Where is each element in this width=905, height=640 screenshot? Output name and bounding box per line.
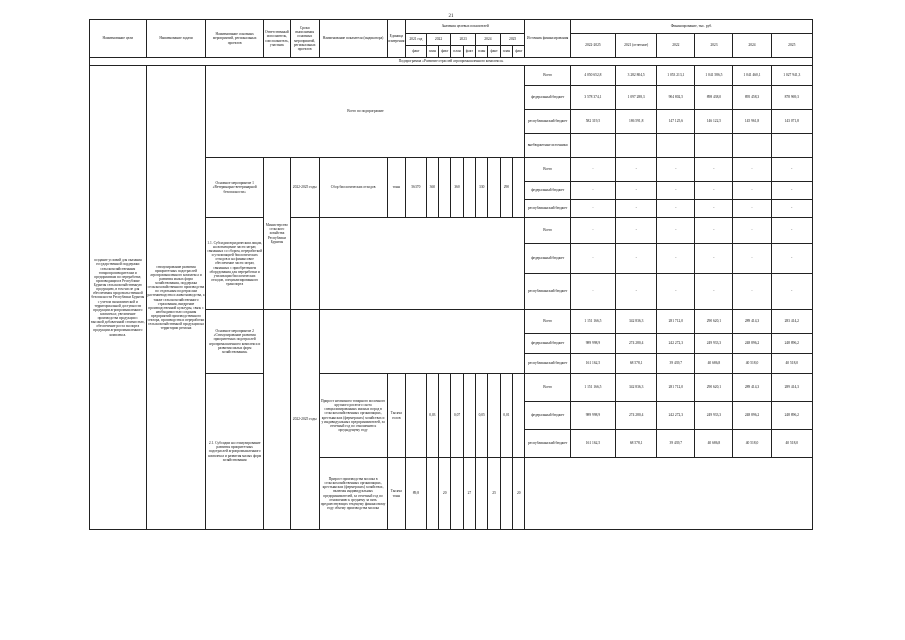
indicator-value: 360	[451, 158, 463, 218]
fin-value: -	[771, 244, 812, 274]
header-2025: 2025	[500, 34, 525, 46]
fin-value: -	[733, 200, 771, 218]
measure1-deadline: 2022-2025 годы	[290, 158, 319, 218]
indicator-value	[463, 374, 475, 458]
indicator-value: 20	[513, 458, 525, 530]
fin-value: -	[695, 200, 733, 218]
fin-value: -	[771, 182, 812, 200]
fin-value: 68 578,1	[616, 354, 657, 374]
header-measures: Наименование основных мероприятий, региональных проектов	[206, 20, 264, 58]
indicator-value	[451, 458, 463, 530]
fin-value: 283 414,2	[771, 310, 812, 334]
source-total: Всего	[525, 158, 570, 182]
header-responsible: Ответственный исполнитель, соисполнитель, участник	[264, 20, 291, 58]
total-label: Всего по подпрограмме	[206, 66, 525, 158]
fin-value: 249 933,3	[695, 402, 733, 430]
fin-value: -	[570, 182, 615, 200]
fin-value: -	[616, 274, 657, 310]
source-federal: федеральный бюджет	[525, 244, 570, 274]
fin-value: 242 272,3	[657, 334, 695, 354]
empty-cell	[319, 310, 525, 374]
page-number: 21	[448, 14, 454, 19]
measure21-unit-b: Тысяча тонн	[387, 458, 406, 530]
header-plan-2025: план	[500, 46, 512, 58]
indicator-value: 330	[476, 158, 488, 218]
header-source: Источник финансирования	[525, 20, 570, 58]
fin-value: -	[733, 158, 771, 182]
source-federal: федеральный бюджет	[525, 402, 570, 430]
fin-value: 145 961,8	[733, 110, 771, 134]
fin-value: 39 439,7	[657, 430, 695, 458]
fin-value: 989 998,9	[570, 334, 615, 354]
header-plan-2024: план	[476, 46, 488, 58]
document-page	[89, 14, 813, 514]
subprogram-title: Подпрограмма «Развитие отраслей агропромышленного комплекса»	[90, 58, 813, 66]
fin-value: 3 282 804,5	[616, 66, 657, 86]
fin-value: 281 712,0	[657, 310, 695, 334]
header-base-year: 2021 год	[406, 34, 427, 46]
indicator-value: 0,07	[451, 374, 463, 458]
header-task: Наименование задачи	[146, 20, 206, 58]
measure21-indicator-b: Прирост производства молока в сельскохозяйственных организациях, крестьянских (фермерских) хозяйствах, включая индивидуальных предпринимателей, за отчетный год по отношению к среднему за пять предшествующих текущему финансовому году объему производства молока	[319, 458, 387, 530]
header-plan-2023: план	[451, 46, 463, 58]
fin-value: 274 280,4	[616, 334, 657, 354]
header-fact-2024: факт	[488, 46, 500, 58]
header-fact-2025: факт	[513, 46, 525, 58]
fin-value: 289 414,3	[733, 374, 771, 402]
fin-value: -	[657, 182, 695, 200]
fin-value: 248 896,2	[771, 402, 812, 430]
fin-value: -	[695, 158, 733, 182]
fin-value: 40 518,0	[771, 430, 812, 458]
fin-value: 289 414,3	[733, 310, 771, 334]
fin-value: -	[616, 158, 657, 182]
fin-value: 249 933,3	[695, 334, 733, 354]
header-indicator: Наименование показателя (индикатора)	[319, 20, 387, 58]
empty-cell	[525, 458, 813, 530]
indicator-value: 290	[500, 158, 512, 218]
source-federal: федеральный бюджет	[525, 334, 570, 354]
fin-value: 1 097 288,3	[616, 86, 657, 110]
fin-value: -	[733, 244, 771, 274]
fin-value: -	[657, 274, 695, 310]
fin-value	[733, 134, 771, 158]
goal-text: создание условий для оказания государственной поддержки сельскохозяйственным товаропроизводителям и предприятиям по переработке, производящим в Республике Бурятия сельскохозяйственную продукцию, в том числе для обеспечения продовольственной безопасности Республики Бурятия с учетом экономической и территориальной доступности продукции агропромышленного комплекса; увеличение производства продукции с высокой добавленной стоимостью, обеспечение роста экспорта продукции агропромышленного комплекса.	[90, 66, 147, 530]
header-2024: 2024	[476, 34, 501, 46]
indicator-value	[406, 374, 427, 458]
fin-value: 40 518,0	[733, 354, 771, 374]
fin-value: -	[695, 182, 733, 200]
fin-value: 281 712,0	[657, 374, 695, 402]
fin-value: 290 620,1	[695, 310, 733, 334]
fin-value: -	[657, 244, 695, 274]
fin-value: -	[733, 182, 771, 200]
fin-value: -	[657, 200, 695, 218]
measure2-name: Основное мероприятие 2 «Стимулирование развития приоритетных подотраслей агропромышленного комплекса и развития малых форм хозяйствования»	[206, 310, 264, 374]
fin-value: -	[771, 158, 812, 182]
header-fin-2022: 2022	[657, 34, 695, 58]
fin-value: -	[616, 182, 657, 200]
fin-value	[771, 134, 812, 158]
source-total: Всего	[525, 310, 570, 334]
measure1-name: Основное мероприятие 1 «Ветеринарно-ветеринарной безопасности»	[206, 158, 264, 218]
fin-value: 146 122,5	[695, 110, 733, 134]
fin-value	[695, 134, 733, 158]
fin-value: -	[771, 200, 812, 218]
header-fin-2021: 2021 (отчетное)	[616, 34, 657, 58]
header-row-1	[90, 20, 813, 34]
fin-value: -	[657, 218, 695, 244]
header-fin-2023: 2023	[695, 34, 733, 58]
source-republic: республиканский бюджет	[525, 354, 570, 374]
indicator-value: 0,05	[476, 374, 488, 458]
header-fin-total: 2022-2025	[570, 34, 615, 58]
fin-value: 290 620,1	[695, 374, 733, 402]
source-total: Всего	[525, 66, 570, 86]
header-fin-2025: 2025	[771, 34, 812, 58]
source-extra: внебюджетные источники	[525, 134, 570, 158]
fin-value: 68 578,1	[616, 430, 657, 458]
task-text: стимулирование развития приоритетных подотраслей агропромышленного комплекса и развития малых форм хозяйствования, поддержка сельскохозяйственного производства по отдельным подотраслям растениеводства и животноводства, а также сельскохозяйственного страхования, внедрение производственной культуры, связь с необходимостью создания предприятий производственного сектора, производства и переработки сельскохозяйственной продукции на территории региона	[146, 66, 206, 530]
indicator-value	[500, 458, 512, 530]
fin-value	[657, 134, 695, 158]
measure1-unit: тонн	[387, 158, 406, 218]
fin-value: 274 280,4	[616, 402, 657, 430]
indicator-value	[513, 374, 525, 458]
fin-value: 1 041 460,1	[733, 66, 771, 86]
sub-total-row	[90, 66, 813, 86]
header-fin-2024: 2024	[733, 34, 771, 58]
indicator-value: 56370	[406, 158, 427, 218]
indicator-value: 20	[439, 458, 451, 530]
header-fact-2023: факт	[463, 46, 475, 58]
source-federal: федеральный бюджет	[525, 86, 570, 110]
measure11-name: 1.1. Субсидии юридическим лицам, на возмещение части затрат, связанных со сбором, переработкой и утилизацией биологических отходов и на финансовое обеспечение части затрат, связанных с приобретением оборудования для переработки и утилизации биологических отходов, специализированного транспорта	[206, 218, 264, 310]
header-indicator-values: Значения целевых показателей	[406, 20, 525, 34]
fin-value: 342 836,3	[616, 310, 657, 334]
indicator-value	[439, 158, 451, 218]
measure2-deadline: 2022-2025 годы	[290, 310, 319, 530]
indicator-value	[439, 374, 451, 458]
source-republic: республиканский бюджет	[525, 430, 570, 458]
fin-value: 248 896,2	[771, 334, 812, 354]
fin-value: 582 319,5	[570, 110, 615, 134]
fin-value: 289 414,3	[771, 374, 812, 402]
fin-value: -	[771, 218, 812, 244]
indicator-value: 0,01	[500, 374, 512, 458]
fin-value: 39 439,7	[657, 354, 695, 374]
fin-value: 161 162,5	[570, 354, 615, 374]
header-fact-2022: факт	[439, 46, 451, 58]
fin-value: 248 896,2	[733, 334, 771, 354]
source-federal: федеральный бюджет	[525, 182, 570, 200]
fin-value: 342 836,3	[616, 374, 657, 402]
indicator-value: 89,8	[406, 458, 427, 530]
measure21-unit-a: Тысяча голов	[387, 374, 406, 458]
header-2022: 2022	[426, 34, 451, 46]
source-republic: республиканский бюджет	[525, 274, 570, 310]
fin-value: -	[570, 200, 615, 218]
indicator-value: 27	[463, 458, 475, 530]
source-total: Всего	[525, 218, 570, 244]
indicator-value: 360	[426, 158, 438, 218]
fin-value: 147 125,6	[657, 110, 695, 134]
empty-cell	[319, 218, 525, 310]
program-table	[89, 19, 813, 530]
header-deadline: Сроки выполнения основных мероприятий, региональных проектов	[290, 20, 319, 58]
fin-value: -	[695, 244, 733, 274]
header-goal: Наименование цели	[90, 20, 147, 58]
fin-value: -	[695, 274, 733, 310]
subprogram-title-row	[90, 58, 813, 66]
measure1-indicator: Сбор биологических отходов	[319, 158, 387, 218]
indicator-value	[476, 458, 488, 530]
fin-value: -	[570, 244, 615, 274]
indicator-value: 0,03	[426, 374, 438, 458]
fin-value	[616, 134, 657, 158]
fin-value: 898 438,0	[695, 86, 733, 110]
fin-value: -	[616, 200, 657, 218]
header-plan-2022: план	[426, 46, 438, 58]
fin-value: 1 053 213,1	[657, 66, 695, 86]
measure1-responsible: Министерство сельского хозяйства Республики Бурятия	[264, 158, 291, 310]
header-fact-2021: факт	[406, 46, 427, 58]
fin-value: -	[570, 218, 615, 244]
fin-value: -	[570, 158, 615, 182]
measure21-indicator-a: Прирост несвязного товарного молочного крупного рогатого скота специализированных мясных пород в сельскохозяйственных организациях, крестьянских (фермерских) хозяйствах и у индивидуальных предпринимателей, за отчетный год по отношению к предыдущему году	[319, 374, 387, 458]
fin-value: 143 071,8	[771, 110, 812, 134]
fin-value: 186 591,8	[616, 110, 657, 134]
fin-value: -	[695, 218, 733, 244]
fin-value: 40 518,0	[771, 354, 812, 374]
source-republic: республиканский бюджет	[525, 200, 570, 218]
fin-value: 40 686,8	[695, 354, 733, 374]
header-2023: 2023	[451, 34, 476, 46]
fin-value: 4 050 652,8	[570, 66, 615, 86]
fin-value: -	[733, 218, 771, 244]
fin-value: 989 998,9	[570, 402, 615, 430]
fin-value: 1 151 166,5	[570, 310, 615, 334]
indicator-value	[426, 458, 438, 530]
fin-value: -	[733, 274, 771, 310]
fin-value: 1 151 166,5	[570, 374, 615, 402]
fin-value: 248 896,2	[733, 402, 771, 430]
fin-value	[570, 134, 615, 158]
fin-value: 878 969,3	[771, 86, 812, 110]
source-total: Всего	[525, 374, 570, 402]
header-financing: Финансирование, тыс. руб.	[570, 20, 812, 34]
indicator-value	[463, 158, 475, 218]
fin-value: 1 041 586,5	[695, 66, 733, 86]
fin-value: 3 578 374,1	[570, 86, 615, 110]
fin-value: 161 162,5	[570, 430, 615, 458]
fin-value: 40 686,8	[695, 430, 733, 458]
empty-cell	[290, 218, 319, 310]
measure21-name: 2.1. Субсидии на стимулирование развития приоритетных подотраслей агропромышленного комплекса и развития малых форм хозяйствования	[206, 374, 264, 530]
fin-value: -	[570, 274, 615, 310]
indicator-value	[488, 374, 500, 458]
fin-value: 904 802,5	[657, 86, 695, 110]
source-republic: республиканский бюджет	[525, 110, 570, 134]
indicator-value: 25	[488, 458, 500, 530]
fin-value: 242 272,3	[657, 402, 695, 430]
fin-value: 1 027 941,3	[771, 66, 812, 86]
empty-cell	[264, 310, 291, 530]
fin-value: 895 458,3	[733, 86, 771, 110]
fin-value: -	[657, 158, 695, 182]
indicator-value	[513, 158, 525, 218]
fin-value: -	[771, 274, 812, 310]
fin-value: 40 518,0	[733, 430, 771, 458]
indicator-value	[488, 158, 500, 218]
fin-value: -	[616, 244, 657, 274]
header-unit: Единица измерения	[387, 20, 406, 58]
fin-value: -	[616, 218, 657, 244]
